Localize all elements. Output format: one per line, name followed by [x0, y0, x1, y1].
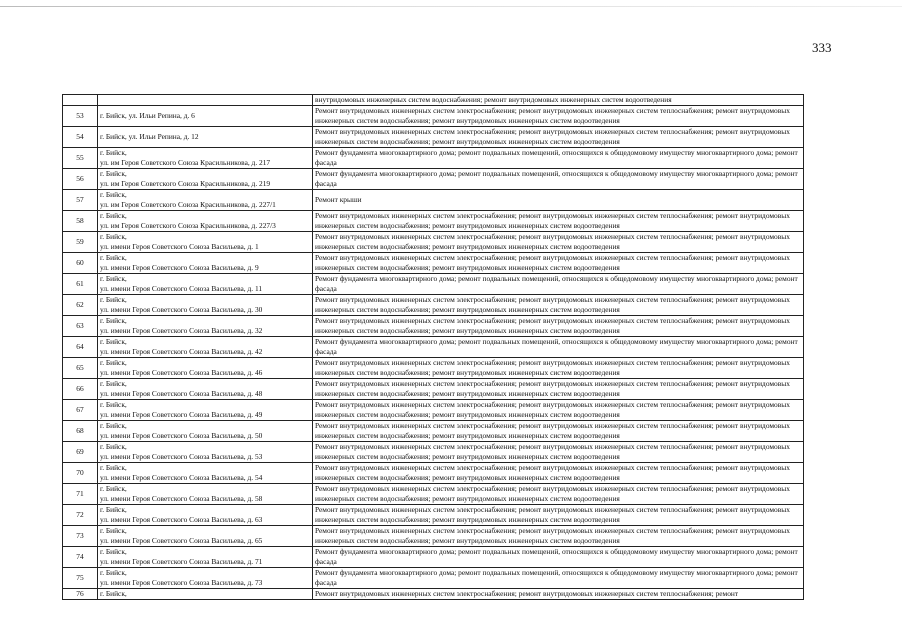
address-cell: г. Бийск, ул. имени Героя Советского Союза Васильева, д. 48	[98, 379, 313, 400]
registry-body	[63, 95, 804, 600]
repair-works-cell: Ремонт внутридомовых инженерных систем электроснабжения; ремонт внутридомовых инженерных систем теплоснабжения; ремонт внутридомовых инженерных систем водоснабжения; ремонт внутридомовых инженерных систем водоотведения	[313, 316, 804, 337]
row-number-cell: 64	[63, 337, 98, 358]
row-number-cell: 56	[63, 169, 98, 190]
table-row	[63, 190, 804, 211]
row-number-cell: 54	[63, 127, 98, 148]
row-number-cell: 69	[63, 442, 98, 463]
repair-works-cell: Ремонт внутридомовых инженерных систем электроснабжения; ремонт внутридомовых инженерных систем теплоснабжения; ремонт внутридомовых инженерных систем водоснабжения; ремонт внутридомовых инженерных систем водоотведения	[313, 505, 804, 526]
table-row	[63, 442, 804, 463]
address-cell: г. Бийск, ул. им Героя Советского Союза Красильникова, д. 227/1	[98, 190, 313, 211]
address-cell: г. Бийск, ул. имени Героя Советского Союза Васильева, д. 54	[98, 463, 313, 484]
address-cell: г. Бийск, ул. Ильи Репина, д. 12	[98, 127, 313, 148]
row-number-cell: 59	[63, 232, 98, 253]
row-number-cell: 61	[63, 274, 98, 295]
repair-works-cell: Ремонт внутридомовых инженерных систем электроснабжения; ремонт внутридомовых инженерных систем теплоснабжения; ремонт внутридомовых инженерных систем водоснабжения; ремонт внутридомовых инженерных систем водоотведения	[313, 526, 804, 547]
row-number-cell: 75	[63, 568, 98, 589]
table-row	[63, 295, 804, 316]
repair-works-cell: Ремонт внутридомовых инженерных систем электроснабжения; ремонт внутридомовых инженерных систем теплоснабжения; ремонт внутридомовых инженерных систем водоснабжения; ремонт внутридомовых инженерных систем водоотведения	[313, 400, 804, 421]
row-number-cell: 65	[63, 358, 98, 379]
repair-works-cell: Ремонт внутридомовых инженерных систем электроснабжения; ремонт внутридомовых инженерных систем теплоснабжения; ремонт внутридомовых инженерных систем водоснабжения; ремонт внутридомовых инженерных систем водоотведения	[313, 358, 804, 379]
address-cell: г. Бийск, ул. имени Героя Советского Союза Васильева, д. 1	[98, 232, 313, 253]
address-cell: г. Бийск, ул. имени Героя Советского Союза Васильева, д. 53	[98, 442, 313, 463]
table-row	[63, 148, 804, 169]
table-row	[63, 232, 804, 253]
row-number-cell: 76	[63, 589, 98, 600]
address-cell: г. Бийск, ул. имени Героя Советского Союза Васильева, д. 30	[98, 295, 313, 316]
table-row	[63, 316, 804, 337]
repair-works-cell: Ремонт внутридомовых инженерных систем электроснабжения; ремонт внутридомовых инженерных систем теплоснабжения; ремонт внутридомовых инженерных систем водоснабжения; ремонт внутридомовых инженерных систем водоотведения	[313, 127, 804, 148]
repair-registry-table	[62, 94, 804, 600]
repair-works-cell: Ремонт внутридомовых инженерных систем электроснабжения; ремонт внутридомовых инженерных систем теплоснабжения; ремонт внутридомовых инженерных систем водоснабжения; ремонт внутридомовых инженерных систем водоотведения	[313, 295, 804, 316]
address-cell: г. Бийск, ул. им Героя Советского Союза Красильникова, д. 227/3	[98, 211, 313, 232]
row-number-cell: 72	[63, 505, 98, 526]
table-row	[63, 169, 804, 190]
repair-works-cell: Ремонт крыши	[313, 190, 804, 211]
table-row	[63, 358, 804, 379]
repair-works-cell: Ремонт фундамента многоквартирного дома; ремонт подвальных помещений, относящихся к общедомовому имуществу многоквартирного дома; ремонт фасада	[313, 337, 804, 358]
row-number-cell: 63	[63, 316, 98, 337]
row-number-cell: 58	[63, 211, 98, 232]
address-cell	[98, 95, 313, 106]
table-row	[63, 568, 804, 589]
row-number-cell: 57	[63, 190, 98, 211]
address-cell: г. Бийск, ул. им Героя Советского Союза Красильникова, д. 219	[98, 169, 313, 190]
row-number-cell: 74	[63, 547, 98, 568]
table-row	[63, 505, 804, 526]
table-row	[63, 106, 804, 127]
repair-works-cell: Ремонт внутридомовых инженерных систем электроснабжения; ремонт внутридомовых инженерных систем теплоснабжения; ремонт внутридомовых инженерных систем водоснабжения; ремонт внутридомовых инженерных систем водоотведения	[313, 442, 804, 463]
repair-works-cell: Ремонт внутридомовых инженерных систем электроснабжения; ремонт внутридомовых инженерных систем теплоснабжения; ремонт внутридомовых инженерных систем водоснабжения; ремонт внутридомовых инженерных систем водоотведения	[313, 232, 804, 253]
row-number-cell: 62	[63, 295, 98, 316]
table-row	[63, 484, 804, 505]
address-cell: г. Бийск, ул. имени Героя Советского Союза Васильева, д. 71	[98, 547, 313, 568]
address-cell: г. Бийск, ул. имени Героя Советского Союза Васильева, д. 32	[98, 316, 313, 337]
address-cell: г. Бийск, ул. имени Героя Советского Союза Васильева, д. 11	[98, 274, 313, 295]
repair-works-cell: Ремонт фундамента многоквартирного дома; ремонт подвальных помещений, относящихся к общедомовому имуществу многоквартирного дома; ремонт фасада	[313, 547, 804, 568]
address-cell: г. Бийск, ул. имени Героя Советского Союза Васильева, д. 46	[98, 358, 313, 379]
table-row	[63, 526, 804, 547]
page-number: 333	[812, 40, 832, 55]
table-row	[63, 547, 804, 568]
repair-works-cell: Ремонт фундамента многоквартирного дома; ремонт подвальных помещений, относящихся к общедомовому имуществу многоквартирного дома; ремонт фасада	[313, 148, 804, 169]
table-row	[63, 211, 804, 232]
table-row	[63, 463, 804, 484]
table-row	[63, 253, 804, 274]
row-number-cell: 55	[63, 148, 98, 169]
row-number-cell: 68	[63, 421, 98, 442]
address-cell: г. Бийск, ул. имени Героя Советского Союза Васильева, д. 63	[98, 505, 313, 526]
table-row	[63, 379, 804, 400]
row-number-cell: 73	[63, 526, 98, 547]
address-cell: г. Бийск, ул. имени Героя Советского Союза Васильева, д. 58	[98, 484, 313, 505]
address-cell: г. Бийск, ул. имени Героя Советского Союза Васильева, д. 50	[98, 421, 313, 442]
row-number-cell: 67	[63, 400, 98, 421]
address-cell: г. Бийск, ул. имени Героя Советского Союза Васильева, д. 73	[98, 568, 313, 589]
table-row	[63, 421, 804, 442]
row-number-cell: 70	[63, 463, 98, 484]
repair-works-cell: Ремонт внутридомовых инженерных систем электроснабжения; ремонт внутридомовых инженерных систем теплоснабжения; ремонт внутридомовых инженерных систем водоснабжения; ремонт внутридомовых инженерных систем водоотведения	[313, 253, 804, 274]
address-cell: г. Бийск,	[98, 589, 313, 600]
table-row	[63, 400, 804, 421]
repair-works-cell: Ремонт внутридомовых инженерных систем электроснабжения; ремонт внутридомовых инженерных систем теплоснабжения; ремонт внутридомовых инженерных систем водоснабжения; ремонт внутридомовых инженерных систем водоотведения	[313, 421, 804, 442]
address-cell: г. Бийск, ул. имени Героя Советского Союза Васильева, д. 42	[98, 337, 313, 358]
address-cell: г. Бийск, ул. Ильи Репина, д. 6	[98, 106, 313, 127]
row-number-cell: 53	[63, 106, 98, 127]
row-number-cell: 60	[63, 253, 98, 274]
table-row	[63, 337, 804, 358]
row-number-cell: 66	[63, 379, 98, 400]
repair-works-cell: Ремонт внутридомовых инженерных систем электроснабжения; ремонт внутридомовых инженерных систем теплоснабжения; ремонт внутридомовых инженерных систем водоснабжения; ремонт внутридомовых инженерных систем водоотведения	[313, 379, 804, 400]
address-cell: г. Бийск, ул. им Героя Советского Союза Красильникова, д. 217	[98, 148, 313, 169]
address-cell: г. Бийск, ул. имени Героя Советского Союза Васильева, д. 9	[98, 253, 313, 274]
repair-works-cell: Ремонт внутридомовых инженерных систем электроснабжения; ремонт внутридомовых инженерных систем теплоснабжения; ремонт внутридомовых инженерных систем водоснабжения; ремонт внутридомовых инженерных систем водоотведения	[313, 211, 804, 232]
repair-works-cell: Ремонт внутридомовых инженерных систем электроснабжения; ремонт внутридомовых инженерных систем теплоснабжения; ремонт внутридомовых инженерных систем водоснабжения; ремонт внутридомовых инженерных систем водоотведения	[313, 484, 804, 505]
scan-edge-line	[0, 6, 902, 7]
repair-works-cell: Ремонт фундамента многоквартирного дома; ремонт подвальных помещений, относящихся к общедомовому имуществу многоквартирного дома; ремонт фасада	[313, 274, 804, 295]
address-cell: г. Бийск, ул. имени Героя Советского Союза Васильева, д. 65	[98, 526, 313, 547]
repair-works-cell: Ремонт фундамента многоквартирного дома; ремонт подвальных помещений, относящихся к общедомовому имуществу многоквартирного дома; ремонт фасада	[313, 568, 804, 589]
address-cell: г. Бийск, ул. имени Героя Советского Союза Васильева, д. 49	[98, 400, 313, 421]
repair-works-cell: Ремонт внутридомовых инженерных систем электроснабжения; ремонт внутридомовых инженерных систем теплоснабжения; ремонт внутридомовых инженерных систем водоснабжения; ремонт внутридомовых инженерных систем водоотведения	[313, 106, 804, 127]
table-row	[63, 95, 804, 106]
row-number-cell: 71	[63, 484, 98, 505]
repair-works-cell: Ремонт внутридомовых инженерных систем электроснабжения; ремонт внутридомовых инженерных систем теплоснабжения; ремонт внутридомовых инженерных систем водоснабжения; ремонт внутридомовых инженерных систем водоотведения	[313, 463, 804, 484]
row-number-cell	[63, 95, 98, 106]
repair-works-cell: Ремонт фундамента многоквартирного дома; ремонт подвальных помещений, относящихся к общедомовому имуществу многоквартирного дома; ремонт фасада	[313, 169, 804, 190]
repair-works-cell: внутридомовых инженерных систем водоснабжения; ремонт внутридомовых инженерных систем водоотведения	[313, 95, 804, 106]
table-row	[63, 127, 804, 148]
table-row	[63, 589, 804, 600]
repair-works-cell: Ремонт внутридомовых инженерных систем электроснабжения; ремонт внутридомовых инженерных систем теплоснабжения; ремонт	[313, 589, 804, 600]
table-row	[63, 274, 804, 295]
